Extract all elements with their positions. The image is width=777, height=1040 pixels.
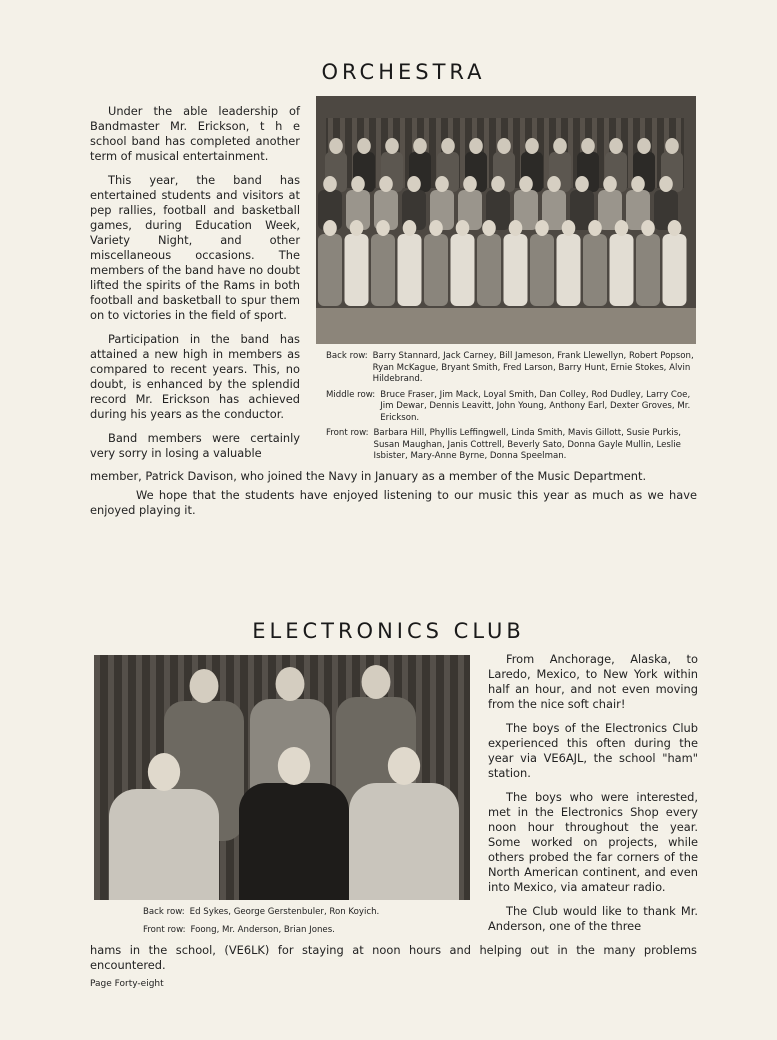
person-body	[371, 234, 395, 306]
orchestra-paragraph: Band members were certainly very sorry in losing a valuable	[90, 431, 300, 460]
person-head	[357, 138, 371, 154]
person-head	[553, 138, 567, 154]
caption-back-row	[326, 351, 698, 386]
electronics-paragraph: The boys of the Electronics Club experienced this often during the year via VE6AJL, the school "ham" station.	[488, 721, 698, 780]
person-body	[424, 234, 448, 306]
person-head	[351, 176, 365, 192]
orchestra-group-photo	[316, 96, 696, 344]
caption-front-row	[326, 428, 698, 463]
person-head	[379, 176, 393, 192]
person-head	[388, 747, 420, 785]
caption-names: Barry Stannard, Jack Carney, Bill Jameson, Frank Llewellyn, Robert Popson, Ryan McKague, Bryant Smith, Fred Larson, Barry Hunt, Ernie Stokes, Alvin Hildebrand.	[372, 351, 694, 384]
person-head	[329, 138, 343, 154]
person-body	[239, 783, 349, 900]
person-head	[350, 220, 364, 236]
orchestra-paragraph: Under the able leadership of Bandmaster Mr. Erickson, t h e school band has completed another term of musical entertainment.	[90, 104, 300, 163]
person-head	[581, 138, 595, 154]
caption-label: Back row:	[143, 907, 185, 917]
person-head	[441, 138, 455, 154]
person-head	[668, 220, 682, 236]
orchestra-photo-art	[316, 96, 696, 344]
person-head	[278, 747, 310, 785]
person-body	[349, 783, 459, 900]
person-head	[323, 220, 337, 236]
person-head	[407, 176, 421, 192]
person-body	[610, 234, 634, 306]
person-head	[323, 176, 337, 192]
electronics-paragraph: The Club would like to thank Mr. Anderson, one of the three	[488, 904, 698, 933]
electronics-title: ELECTRONICS CLUB	[252, 619, 525, 643]
caption-label: Back row:	[326, 351, 368, 361]
person-body	[636, 234, 660, 306]
person-head	[603, 176, 617, 192]
caption-back-row	[143, 907, 443, 919]
person-head	[535, 220, 549, 236]
person-body	[583, 234, 607, 306]
person-body	[451, 234, 475, 306]
caption-names: Ed Sykes, George Gerstenbuler, Ron Koyich.	[189, 907, 380, 917]
person-body	[398, 234, 422, 306]
person-head	[456, 220, 470, 236]
orchestra-paragraph: Participation in the band has attained a new high in members as compared to recent years. This, no doubt, is enhanced by the splendid record Mr. Erickson has achieved during his years as the conductor.	[90, 332, 300, 421]
electronics-group-photo	[94, 655, 470, 900]
caption-label: Middle row:	[326, 389, 376, 400]
person-head	[491, 176, 505, 192]
person-body	[557, 234, 581, 306]
person-head	[190, 669, 219, 703]
person-head	[429, 220, 443, 236]
orchestra-title: ORCHESTRA	[321, 60, 486, 84]
person-head	[148, 753, 180, 791]
person-head	[403, 220, 417, 236]
person-head	[637, 138, 651, 154]
person-head	[641, 220, 655, 236]
person-head	[497, 138, 511, 154]
person-head	[615, 220, 629, 236]
caption-names: Bruce Fraser, Jim Mack, Loyal Smith, Dan Colley, Rod Dudley, Larry Coe, Jim Dewar, Dennis Leavitt, John Young, Anthony Earl, Dexter Groves, Mr. Erickson.	[380, 389, 691, 423]
electronics-paragraph: The boys who were interested, met in the Electronics Shop every noon hour throughout the year. Some worked on projects, while others probed the far corners of the North American continent, and even into Mexico, via amateur radio.	[488, 790, 698, 894]
person-head	[665, 138, 679, 154]
electronics-photo-art	[94, 655, 470, 900]
person-head	[509, 220, 523, 236]
person-head	[413, 138, 427, 154]
person-body	[477, 234, 501, 306]
person-head	[463, 176, 477, 192]
person-head	[469, 138, 483, 154]
person-head	[562, 220, 576, 236]
person-body	[504, 234, 528, 306]
caption-front-row	[143, 925, 443, 937]
person-head	[547, 176, 561, 192]
person-head	[362, 665, 391, 699]
orchestra-closing: We hope that the students have enjoyed listening to our music this year as much as we have enjoyed playing it.	[90, 488, 697, 517]
person-head	[435, 176, 449, 192]
orchestra-full-text	[90, 469, 697, 518]
person-head	[659, 176, 673, 192]
caption-names: Foong, Mr. Anderson, Brian Jones.	[190, 924, 335, 935]
caption-middle-row	[326, 390, 698, 425]
orchestra-continuation: member, Patrick Davison, who joined the Navy in January as a member of the Music Department.	[90, 469, 647, 483]
person-head	[631, 176, 645, 192]
electronics-paragraph: From Anchorage, Alaska, to Laredo, Mexico, to New York within half an hour, and not even moving from the nice soft chair!	[488, 652, 698, 711]
person-head	[276, 667, 305, 701]
person-head	[609, 138, 623, 154]
electronics-captions	[143, 907, 443, 942]
electronics-continuation: hams in the school, (VE6LK) for staying at noon hours and helping out in the many problems encountered.	[90, 943, 697, 972]
person-head	[482, 220, 496, 236]
electronics-full-text	[90, 943, 697, 973]
person-head	[385, 138, 399, 154]
orchestra-column-text	[90, 104, 300, 461]
caption-names: Barbara Hill, Phyllis Leffingwell, Linda Smith, Mavis Gillott, Susie Purkis, Susan Maughan, Janis Cottrell, Beverly Sato, Donna Gayle Mullin, Leslie Isbister, Mary-Anne Byrne, Donna Speelman.	[373, 428, 681, 461]
person-head	[525, 138, 539, 154]
person-head	[588, 220, 602, 236]
orchestra-captions	[326, 351, 698, 467]
orchestra-paragraph: This year, the band has entertained students and visitors at pep rallies, football and basketball games, during Education Week, Variety Night, and other miscellaneous occasions. The members of the band have no doubt lifted the spirits of the Rams in both football and basketball to spur them on to victories in the field of sport.	[90, 173, 300, 322]
person-body	[663, 234, 687, 306]
person-head	[519, 176, 533, 192]
person-body	[318, 234, 342, 306]
person-body	[530, 234, 554, 306]
page-number: Page Forty-eight	[90, 979, 164, 989]
caption-label: Front row:	[326, 428, 369, 438]
electronics-column-text	[488, 652, 698, 934]
person-body	[345, 234, 369, 306]
person-head	[376, 220, 390, 236]
person-head	[575, 176, 589, 192]
person-body	[109, 789, 219, 900]
caption-label: Front row:	[143, 924, 186, 935]
